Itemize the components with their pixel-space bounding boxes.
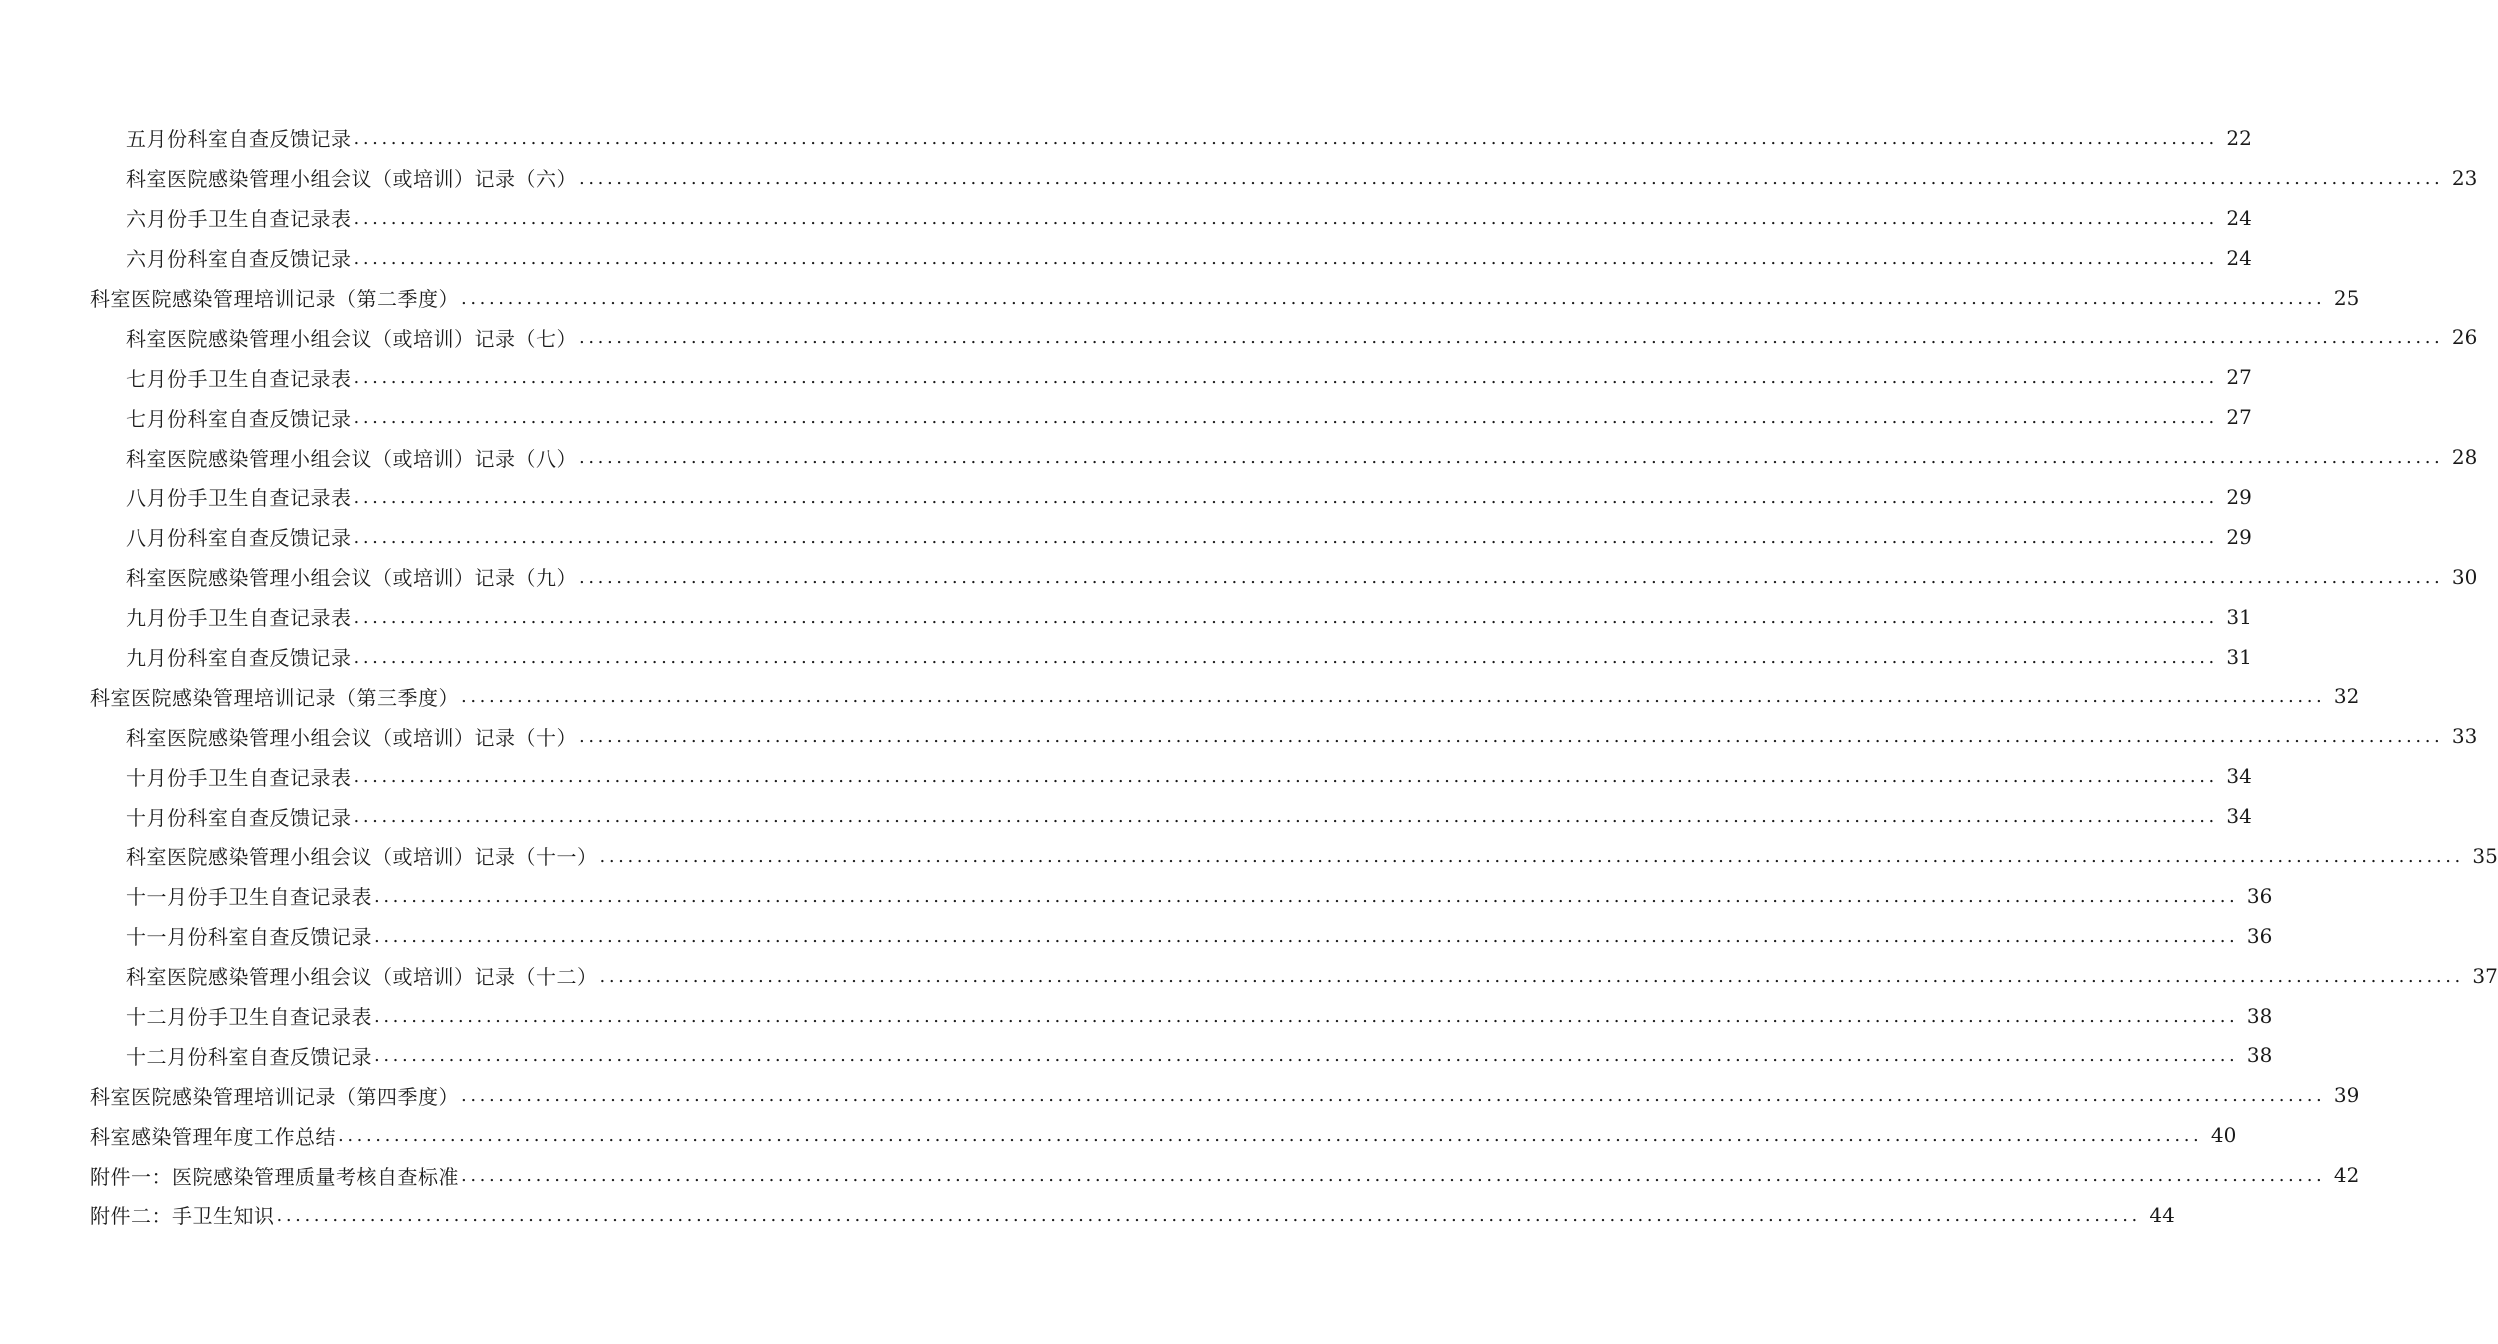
toc-entry[interactable] (0, 756, 2252, 796)
toc-entry-title: 八月份科室自查反馈记录 (126, 522, 352, 551)
toc-entry[interactable] (0, 836, 2498, 876)
toc-dot-leader: ........................................................................................................................................................................................................ (353, 367, 2218, 389)
toc-dot-leader: ........................................................................................................................................................................................................ (579, 447, 2444, 469)
toc-page-number: 29 (2226, 524, 2252, 549)
toc-entry[interactable] (0, 278, 2360, 318)
toc-page-number: 31 (2226, 644, 2252, 669)
toc-entry-title: 科室医院感染管理小组会议（或培训）记录（八） (126, 443, 577, 472)
toc-entry[interactable] (0, 477, 2252, 517)
table-of-contents (0, 118, 2498, 1235)
toc-page-number: 30 (2451, 564, 2478, 589)
toc-page-number: 23 (2451, 165, 2478, 190)
toc-page-number: 22 (2226, 125, 2252, 150)
toc-entry-title: 科室医院感染管理培训记录（第二季度） (90, 283, 459, 312)
toc-dot-leader: ........................................................................................................................................................................................................ (461, 1165, 2326, 1187)
toc-entry[interactable] (0, 517, 2252, 557)
toc-dot-leader: ........................................................................................................................................................................................................ (579, 167, 2444, 189)
toc-entry-title: 六月份手卫生自查记录表 (126, 203, 352, 232)
toc-entry-title: 十月份手卫生自查记录表 (126, 762, 352, 791)
toc-dot-leader: ........................................................................................................................................................................................................ (276, 1204, 2141, 1226)
toc-entry-title: 十月份科室自查反馈记录 (126, 802, 352, 831)
toc-page-number: 38 (2246, 1003, 2273, 1028)
toc-entry[interactable] (0, 597, 2252, 637)
toc-dot-leader: ........................................................................................................................................................................................................ (353, 806, 2218, 828)
toc-dot-leader: ........................................................................................................................................................................................................ (353, 766, 2218, 788)
toc-page-number: 26 (2451, 325, 2478, 350)
toc-entry[interactable] (0, 158, 2478, 198)
toc-page-number: 44 (2149, 1202, 2175, 1227)
toc-entry[interactable] (0, 956, 2498, 996)
toc-entry[interactable] (0, 1075, 2360, 1115)
toc-entry-title: 九月份手卫生自查记录表 (126, 602, 352, 631)
toc-entry[interactable] (0, 238, 2252, 278)
toc-entry-title: 科室医院感染管理培训记录（第四季度） (90, 1081, 459, 1110)
toc-entry[interactable] (0, 118, 2252, 158)
toc-entry[interactable] (0, 796, 2252, 836)
toc-entry[interactable] (0, 437, 2478, 477)
toc-page-number: 35 (2472, 843, 2498, 868)
toc-entry-title: 九月份科室自查反馈记录 (126, 642, 352, 671)
toc-entry-title: 科室医院感染管理小组会议（或培训）记录（十二） (126, 961, 598, 990)
toc-page-number: 36 (2246, 923, 2273, 948)
toc-page-number: 32 (2333, 684, 2360, 709)
toc-page-number: 27 (2226, 405, 2252, 430)
toc-page-number: 28 (2451, 445, 2478, 470)
toc-dot-leader: ........................................................................................................................................................................................................ (353, 407, 2218, 429)
toc-entry[interactable] (0, 996, 2273, 1036)
toc-dot-leader: ........................................................................................................................................................................................................ (374, 885, 2239, 907)
toc-entry-title: 科室感染管理年度工作总结 (90, 1121, 336, 1150)
toc-page-number: 33 (2451, 724, 2478, 749)
toc-entry[interactable] (0, 637, 2252, 677)
toc-entry-title: 科室医院感染管理小组会议（或培训）记录（十） (126, 722, 577, 751)
toc-entry-title: 附件一：医院感染管理质量考核自查标准 (90, 1161, 459, 1190)
toc-entry-title: 科室医院感染管理小组会议（或培训）记录（六） (126, 163, 577, 192)
toc-dot-leader: ........................................................................................................................................................................................................ (599, 845, 2464, 867)
toc-page-number: 37 (2472, 963, 2498, 988)
toc-entry-title: 科室医院感染管理小组会议（或培训）记录（九） (126, 562, 577, 591)
toc-entry-title: 科室医院感染管理小组会议（或培训）记录（七） (126, 323, 577, 352)
toc-entry-title: 七月份手卫生自查记录表 (126, 363, 352, 392)
toc-page-number: 42 (2333, 1163, 2360, 1188)
toc-dot-leader: ........................................................................................................................................................................................................ (461, 686, 2326, 708)
toc-entry-title: 十一月份手卫生自查记录表 (126, 881, 372, 910)
toc-dot-leader: ........................................................................................................................................................................................................ (599, 965, 2464, 987)
toc-dot-leader: ........................................................................................................................................................................................................ (374, 1005, 2239, 1027)
toc-entry[interactable] (0, 317, 2478, 357)
toc-dot-leader: ........................................................................................................................................................................................................ (353, 526, 2218, 548)
toc-page-number: 36 (2246, 883, 2273, 908)
toc-page-number: 34 (2226, 804, 2252, 829)
toc-entry[interactable] (0, 357, 2252, 397)
toc-dot-leader: ........................................................................................................................................................................................................ (353, 486, 2218, 508)
toc-page-number: 40 (2210, 1123, 2237, 1148)
toc-dot-leader: ........................................................................................................................................................................................................ (353, 247, 2218, 269)
toc-entry[interactable] (0, 916, 2273, 956)
toc-dot-leader: ........................................................................................................................................................................................................ (353, 606, 2218, 628)
toc-page-number: 29 (2226, 484, 2252, 509)
toc-entry[interactable] (0, 198, 2252, 238)
toc-entry-title: 十二月份科室自查反馈记录 (126, 1041, 372, 1070)
toc-entry[interactable] (0, 1155, 2360, 1195)
toc-page-number: 24 (2226, 245, 2252, 270)
toc-entry[interactable] (0, 397, 2252, 437)
toc-dot-leader: ........................................................................................................................................................................................................ (579, 327, 2444, 349)
toc-entry-title: 科室医院感染管理培训记录（第三季度） (90, 682, 459, 711)
toc-entry-title: 十一月份科室自查反馈记录 (126, 921, 372, 950)
toc-page-number: 27 (2226, 365, 2252, 390)
toc-entry[interactable] (0, 676, 2360, 716)
toc-entry[interactable] (0, 1195, 2175, 1235)
toc-entry-title: 十二月份手卫生自查记录表 (126, 1001, 372, 1030)
toc-dot-leader: ........................................................................................................................................................................................................ (353, 207, 2218, 229)
toc-dot-leader: ........................................................................................................................................................................................................ (353, 646, 2218, 668)
toc-entry[interactable] (0, 716, 2478, 756)
toc-dot-leader: ........................................................................................................................................................................................................ (461, 287, 2326, 309)
toc-entry[interactable] (0, 557, 2478, 597)
toc-page-number: 24 (2226, 205, 2252, 230)
toc-dot-leader: ........................................................................................................................................................................................................ (338, 1125, 2203, 1147)
toc-entry-title: 七月份科室自查反馈记录 (126, 403, 352, 432)
toc-entry[interactable] (0, 876, 2273, 916)
toc-dot-leader: ........................................................................................................................................................................................................ (579, 726, 2444, 748)
toc-page-number: 39 (2333, 1083, 2360, 1108)
toc-entry-title: 附件二：手卫生知识 (90, 1200, 275, 1229)
toc-entry-title: 科室医院感染管理小组会议（或培训）记录（十一） (126, 841, 598, 870)
toc-dot-leader: ........................................................................................................................................................................................................ (353, 127, 2218, 149)
toc-entry[interactable] (0, 1035, 2273, 1075)
toc-entry-title: 五月份科室自查反馈记录 (126, 123, 352, 152)
toc-entry[interactable] (0, 1115, 2237, 1155)
toc-dot-leader: ........................................................................................................................................................................................................ (461, 1085, 2326, 1107)
toc-dot-leader: ........................................................................................................................................................................................................ (579, 566, 2444, 588)
toc-dot-leader: ........................................................................................................................................................................................................ (374, 925, 2239, 947)
toc-page-number: 38 (2246, 1043, 2273, 1068)
toc-dot-leader: ........................................................................................................................................................................................................ (374, 1045, 2239, 1067)
toc-entry-title: 八月份手卫生自查记录表 (126, 482, 352, 511)
toc-page-number: 34 (2226, 764, 2252, 789)
toc-page-number: 31 (2226, 604, 2252, 629)
toc-page-number: 25 (2333, 285, 2360, 310)
toc-entry-title: 六月份科室自查反馈记录 (126, 243, 352, 272)
